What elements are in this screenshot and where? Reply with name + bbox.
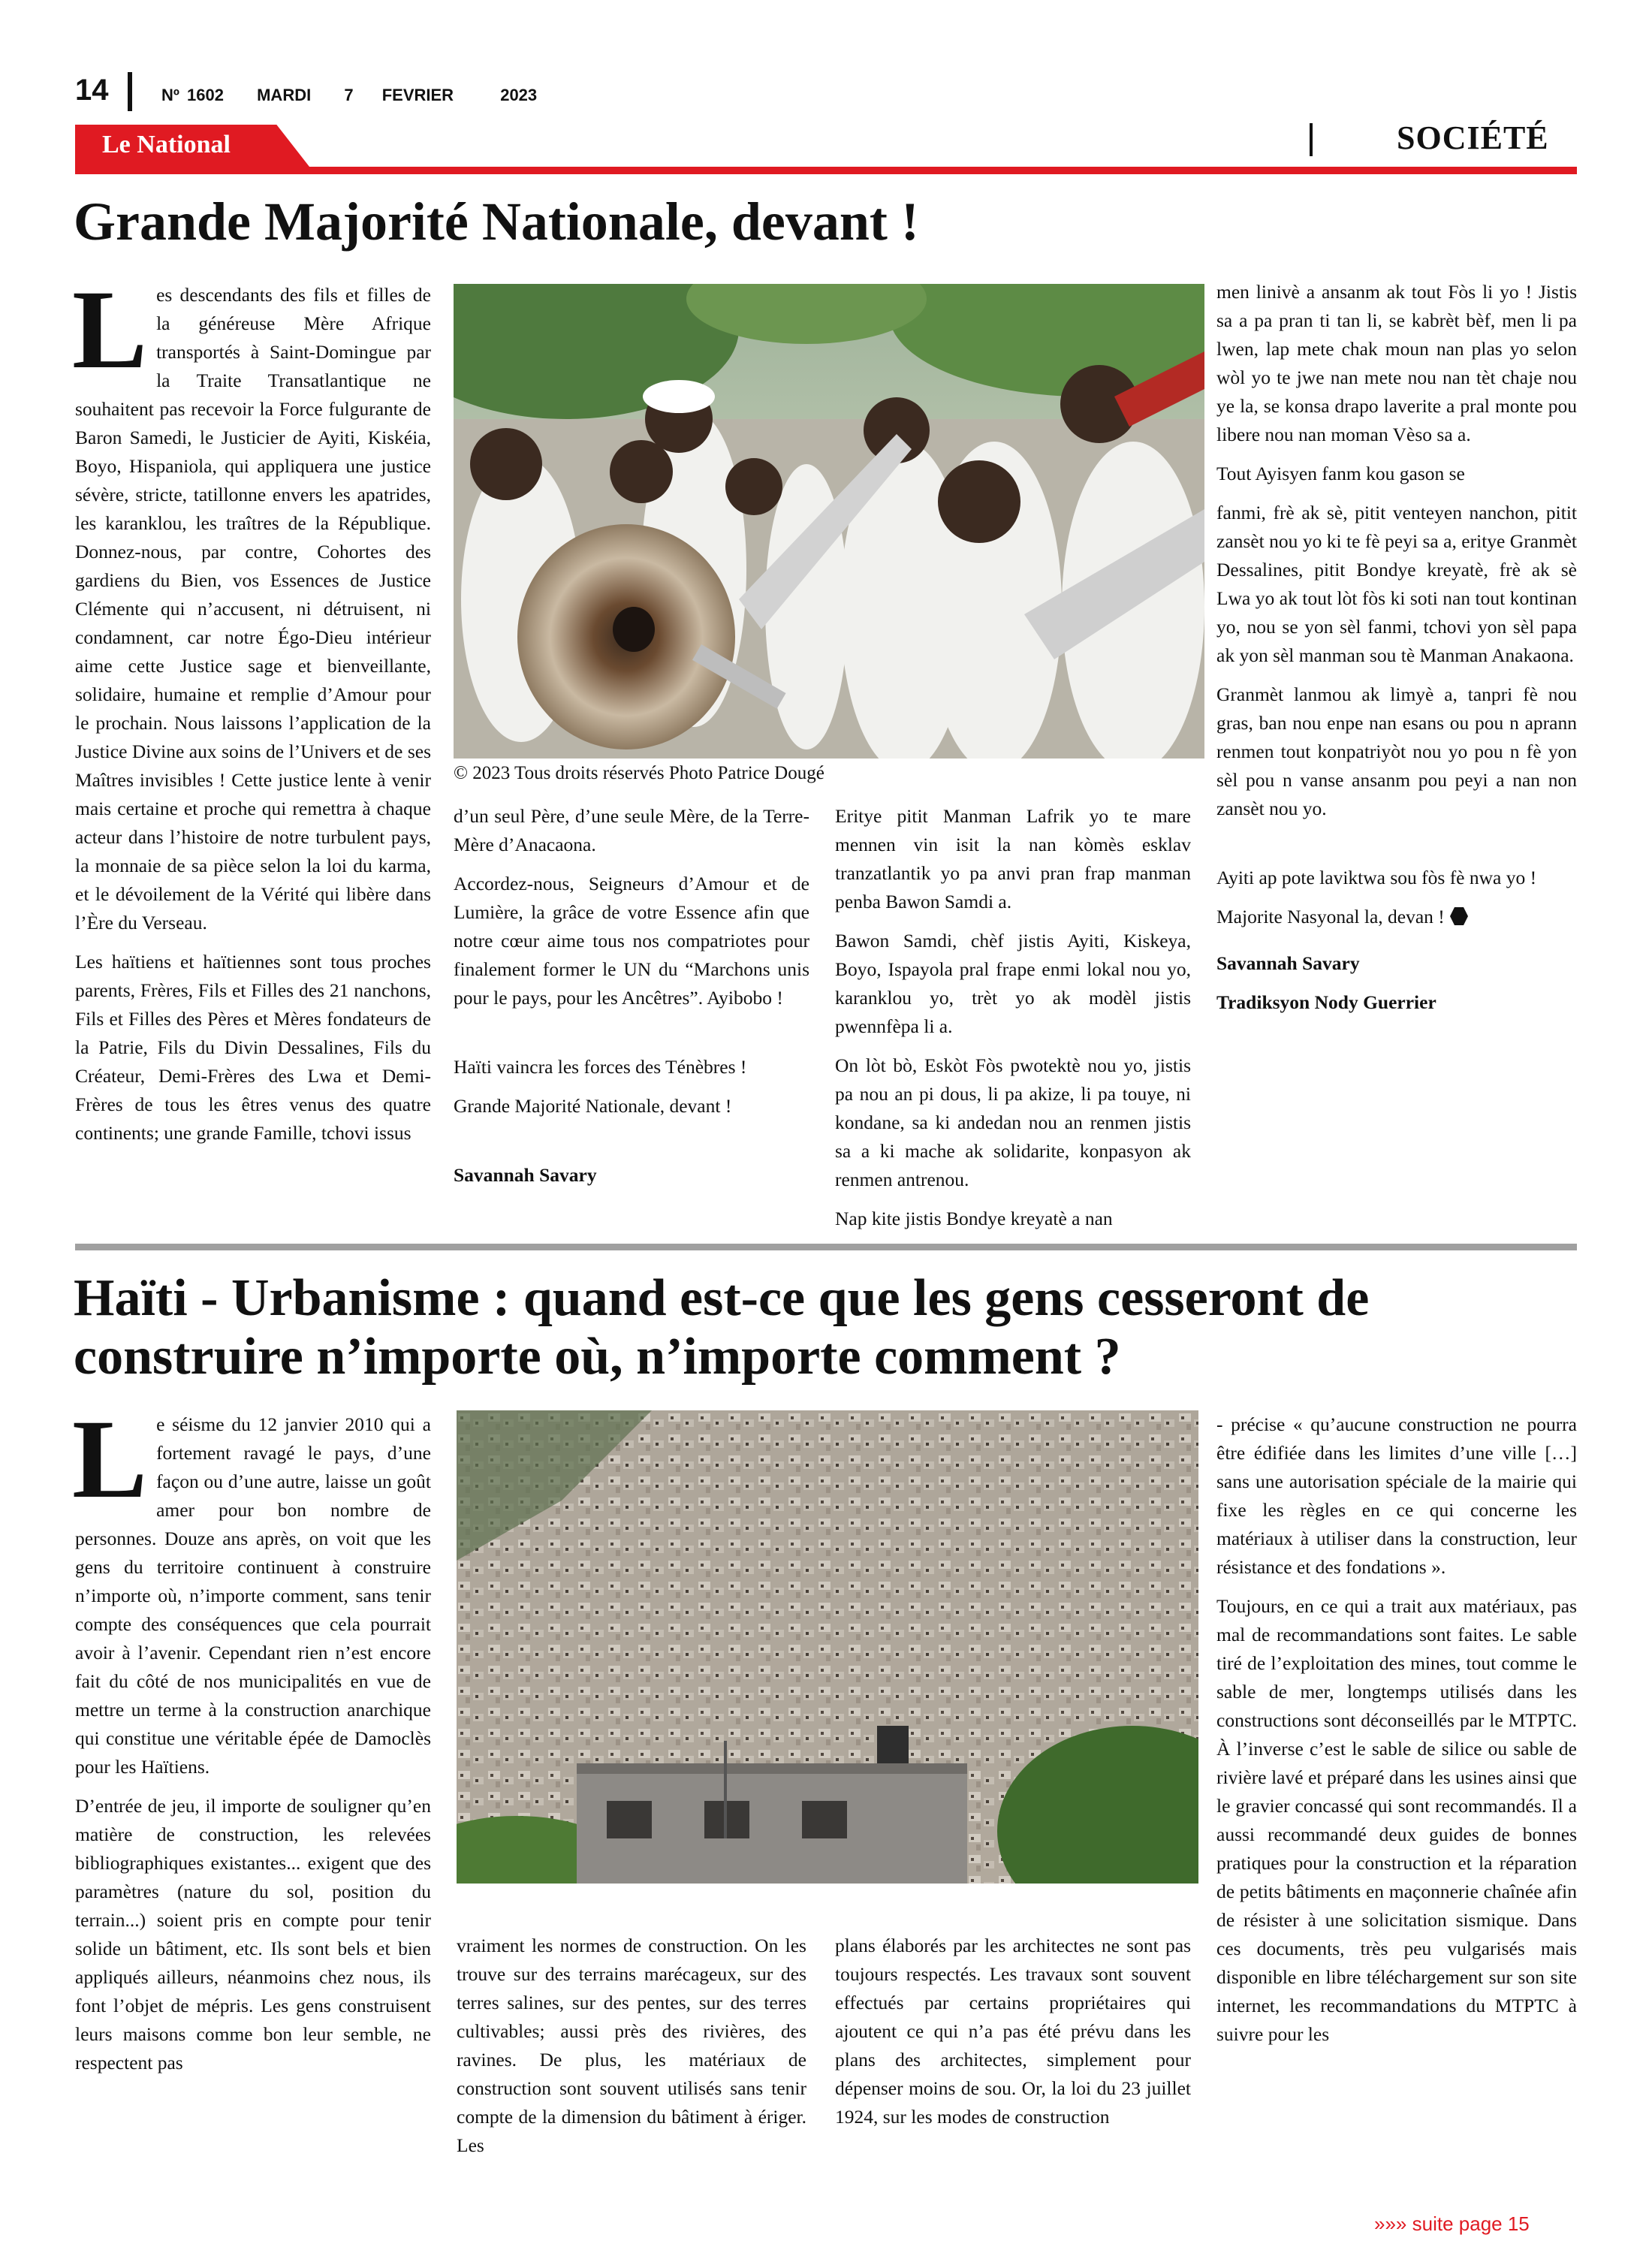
article1-author: Savannah Savary xyxy=(454,1164,597,1186)
article1-paragraph: Bawon Samdi, chèf jistis Ayiti, Kiskeya, Boyo, Ispayola pral frape enmi lokal nou yo, karanklou yo, trèt yo ak modèl jistis pwennfèpa li a. xyxy=(835,930,1191,1037)
article1-column-2 xyxy=(454,802,809,1200)
header-rule xyxy=(75,167,1577,174)
article1-translator: Tradiksyon Nody Guerrier xyxy=(1216,991,1436,1013)
article1-paragraph: men linivè a ansanm ak tout Fòs li yo ! Jistis sa a pa pran ti tan li, se kabrèt bèf, men li pa lwen, lap mete chak moun nan plas yo selon wòl yo te jwe nan mete nou nan tèt chaje nou ye la, se konsa drapo laverite a pral monte pou libere nou nan moman Vèso sa a. xyxy=(1216,281,1577,445)
article2-paragraph: - précise « qu’aucune construction ne pourra être édifiée dans les limites d’une ville […] sans une autorisation spéciale de la mairie qui fixe les règles en ce qui concerne les matériaux à utiliser dans la construction, leur résistance et des fondations ». xyxy=(1216,1413,1577,1578)
article2-photo xyxy=(457,1410,1198,1884)
article1-paragraph: Les haïtiens et haïtiennes sont tous proches parents, Frères, Fils et Filles des 21 nanchons, Fils et Filles des Pères et Mères fondateurs de la Patrie, Fils du Divin Dessalines, Fils du Créateur, Demi-Frères des Lwa et Demi-Frères de tous les êtres venus des quatre continents; une grande Famille, tchovi issus xyxy=(75,951,431,1144)
issue-date-day: 7 xyxy=(344,86,354,104)
issue-year: 2023 xyxy=(500,86,538,104)
page-number: 14 xyxy=(75,74,109,107)
article1-paragraph: Majorite Nasyonal la, devan ! xyxy=(1216,906,1445,927)
section-title: SOCIÉTÉ xyxy=(1397,119,1549,156)
parade-musicians-photo xyxy=(454,284,1204,759)
article2-paragraph: Toujours, en ce qui a trait aux matériaux, pas mal de recommandations sont faites. Le sable tiré de l’exploitation des mines, tout comme le sable de mer, longtemps utilisés dans les constructions sont déconseillés par le MTPTC. À l’inverse c’est le sable de silice ou sable de rivière lavé et préparé dans les usines ainsi que le gravier concassé qui sont recommandés. Il a aussi recommandé deux guides de bonnes pratiques pour la construction et la réparation de petits bâtiments en maçonnerie chaînée afin de résister à une solicitation sismique. Dans ces documents, très peu vulgarisés mais disponible en libre téléchargement sur son site internet, les recommandations du MTPTC à suivre pour les xyxy=(1216,1595,1577,2045)
article1-paragraph: Eritye pitit Manman Lafrik yo te mare mennen vin isit la nan kòmès esklav tranzatlantik yo pa anvi pran frap manman penba Bawon Samdi a. xyxy=(835,805,1191,912)
article1-dropcap: L xyxy=(72,267,148,392)
article2-title: Haïti - Urbanisme : quand est-ce que les gens cesseront de construire n’importe où, n’importe comment ? xyxy=(74,1269,1370,1386)
article2-column-3 xyxy=(835,1932,1191,2142)
article1-paragraph: Granmèt lanmou ak limyè a, tanpri fè nou gras, ban nou enpe nan esans ou pou n aprann renmen tout konpatriyòt nou yo pou n fè yon sèl pou n vanse ansanm pou peyi a nan non zansèt nou yo. xyxy=(1216,683,1577,819)
article2-column-4 xyxy=(1216,1410,1577,2059)
article2-paragraph: e séisme du 12 janvier 2010 qui a fortement ravagé le pays, d’une façon ou d’une autre, laisse un goût amer pour bon nombre de personnes. Douze ans après, on voit que les gens du territoire continuent à construire n’importe où, n’importe comment, sans tenir compte des conséquences que cela pourrait avoir à l’avenir. Cependant rien n’est encore fait du côté de nos municipalités en vue de mettre un terme à la construction anarchique qui constitue une véritable épée de Damoclès pour les Haïtiens. xyxy=(75,1413,431,1778)
article1-column-1 xyxy=(72,267,431,1158)
article1-paragraph: Accordez-nous, Seigneurs d’Amour et de Lumière, la grâce de votre Essence afin que notre cœur aime tous nos compatriotes pour finalement former le UN du “Marchons unis pour le pays, pour les Ancêtres”. Ayibobo ! xyxy=(454,873,809,1009)
article1-paragraph: fanmi, frè ak sè, pitit venteyen nanchon, pitit zansèt nou yo ki te fè peyi sa a, eritye Granmèt Dessalines, pitit Bondye kreyatè, frè ak sè Lwa yo ak tout lòt fòs ki soti nan tout kontinan yo, nou se yon sèl fanmi, tchovi yon sèl papa ak yon sèl manman sou tè Manman Anakaona. xyxy=(1216,502,1577,666)
continuation-link[interactable] xyxy=(1374,2212,1530,2236)
article1-title: Grande Majorité Nationale, devant ! xyxy=(74,192,919,252)
continuation-text: suite page 15 xyxy=(1412,2212,1530,2235)
section-divider xyxy=(1310,123,1313,156)
article2-paragraph: plans élaborés par les architectes ne sont pas toujours respectés. Les travaux sont souvent effectués par certains propriétaires qui ajoutent ce qui n’a pas été prévu dans les plans des architectes, simplement pour dépenser moins de sou. Or, la loi du 23 juillet 1924, sur les modes de construction xyxy=(835,1935,1191,2128)
article1-column-3 xyxy=(835,802,1191,1244)
article1-column-4 xyxy=(1216,278,1577,1027)
article-divider xyxy=(75,1244,1577,1250)
continuation-arrows: »»» xyxy=(1374,2212,1407,2235)
article1-photo xyxy=(454,284,1204,759)
article1-paragraph: Tout Ayisyen fanm kou gason se xyxy=(1216,463,1465,484)
page-number-divider xyxy=(128,72,132,111)
hillside-houses-photo xyxy=(457,1410,1198,1884)
article1-paragraph: es descendants des fils et filles de la généreuse Mère Afrique transportés à Saint-Domingue par la Traite Transatlantique ne souhaitent pas recevoir la Force fulgurante de Baron Samedi, le Justicier de Ayiti, Kiskéia, Boyo, Hispaniola, qui appliquera une justice sévère, stricte, tatillonne envers les apatrides, les karanklou, les traîtres de la République. Donnez-nous, par contre, Cohortes des gardiens du Bien, vos Essences de Justice Clémente qui n’accusent, ni détruisent, ni condamnent, car notre Égo-Dieu intérieur aime cette Justice sage et bienveillante, solidaire, humaine et remplie d’Amour pour le prochain. Nous laissons l’application de la Justice Divine aux soins de l’Univers et de ses Maîtres invisibles ! Cette justice lente à venir mais certaine et proche qui remettra à chaque acteur dans l’histoire de notre turbulent pays, la monnaie de sa pièce selon la loi du karma, et le dévoilement de la Vérité qui libère dans l’Ère du Verseau. xyxy=(75,284,431,933)
issue-month: FEVRIER xyxy=(381,86,454,104)
article1-photo-credit: © 2023 Tous droits réservés Photo Patrice Dougé xyxy=(454,763,824,783)
article2-paragraph: vraiment les normes de construction. On les trouve sur des terrains marécageux, sur des terres salines, sur des pentes, sur des terres cultivables; aussi près des rivières, des ravines. De plus, les matériaux de construction sont souvent utilisés sans tenir compte de la dimension du bâtiment à ériger. Les xyxy=(457,1935,806,2156)
issue-number: Nº 1602 xyxy=(161,86,224,104)
article2-dropcap: L xyxy=(72,1397,148,1522)
end-mark-icon xyxy=(1449,906,1469,926)
issue-day: MARDI xyxy=(257,86,312,104)
article1-paragraph: Grande Majorité Nationale, devant ! xyxy=(454,1095,732,1117)
article2-column-2 xyxy=(457,1932,806,2170)
article1-author-kreyol: Savannah Savary xyxy=(1216,952,1360,974)
issue-info xyxy=(161,86,562,105)
article1-paragraph: Nap kite jistis Bondye kreyatè a nan xyxy=(835,1208,1113,1229)
article1-paragraph: Ayiti ap pote laviktwa sou fòs fè nwa yo ! xyxy=(1216,867,1537,888)
brand-logo: Le National xyxy=(102,131,231,158)
article2-paragraph: D’entrée de jeu, il importe de souligner qu’en matière de construction, les relevées bibliographiques existantes... exigent que des paramètres (nature du sol, position du terrain...) soient pris en compte pour tenir solide un bâtiment, etc. Ils sont bels et bien appliqués ailleurs, néanmoins chez nous, ils font l’objet de mépris. Les gens construisent leurs maisons comme bon leur semble, ne respectent pas xyxy=(75,1795,431,2074)
article2-column-1 xyxy=(72,1397,431,2088)
article1-paragraph: d’un seul Père, d’une seule Mère, de la Terre-Mère d’Anacaona. xyxy=(454,805,809,855)
article1-paragraph: On lòt bò, Eskòt Fòs pwotektè nou yo, jistis pa nou an pi dous, li pa akize, li pa touye, ni kondane, sa ki andedan nou an renmen jistis sa a ki mache ak solidarite, konpasyon ak renmen antrenou. xyxy=(835,1054,1191,1190)
article1-paragraph: Haïti vaincra les forces des Ténèbres ! xyxy=(454,1056,747,1078)
